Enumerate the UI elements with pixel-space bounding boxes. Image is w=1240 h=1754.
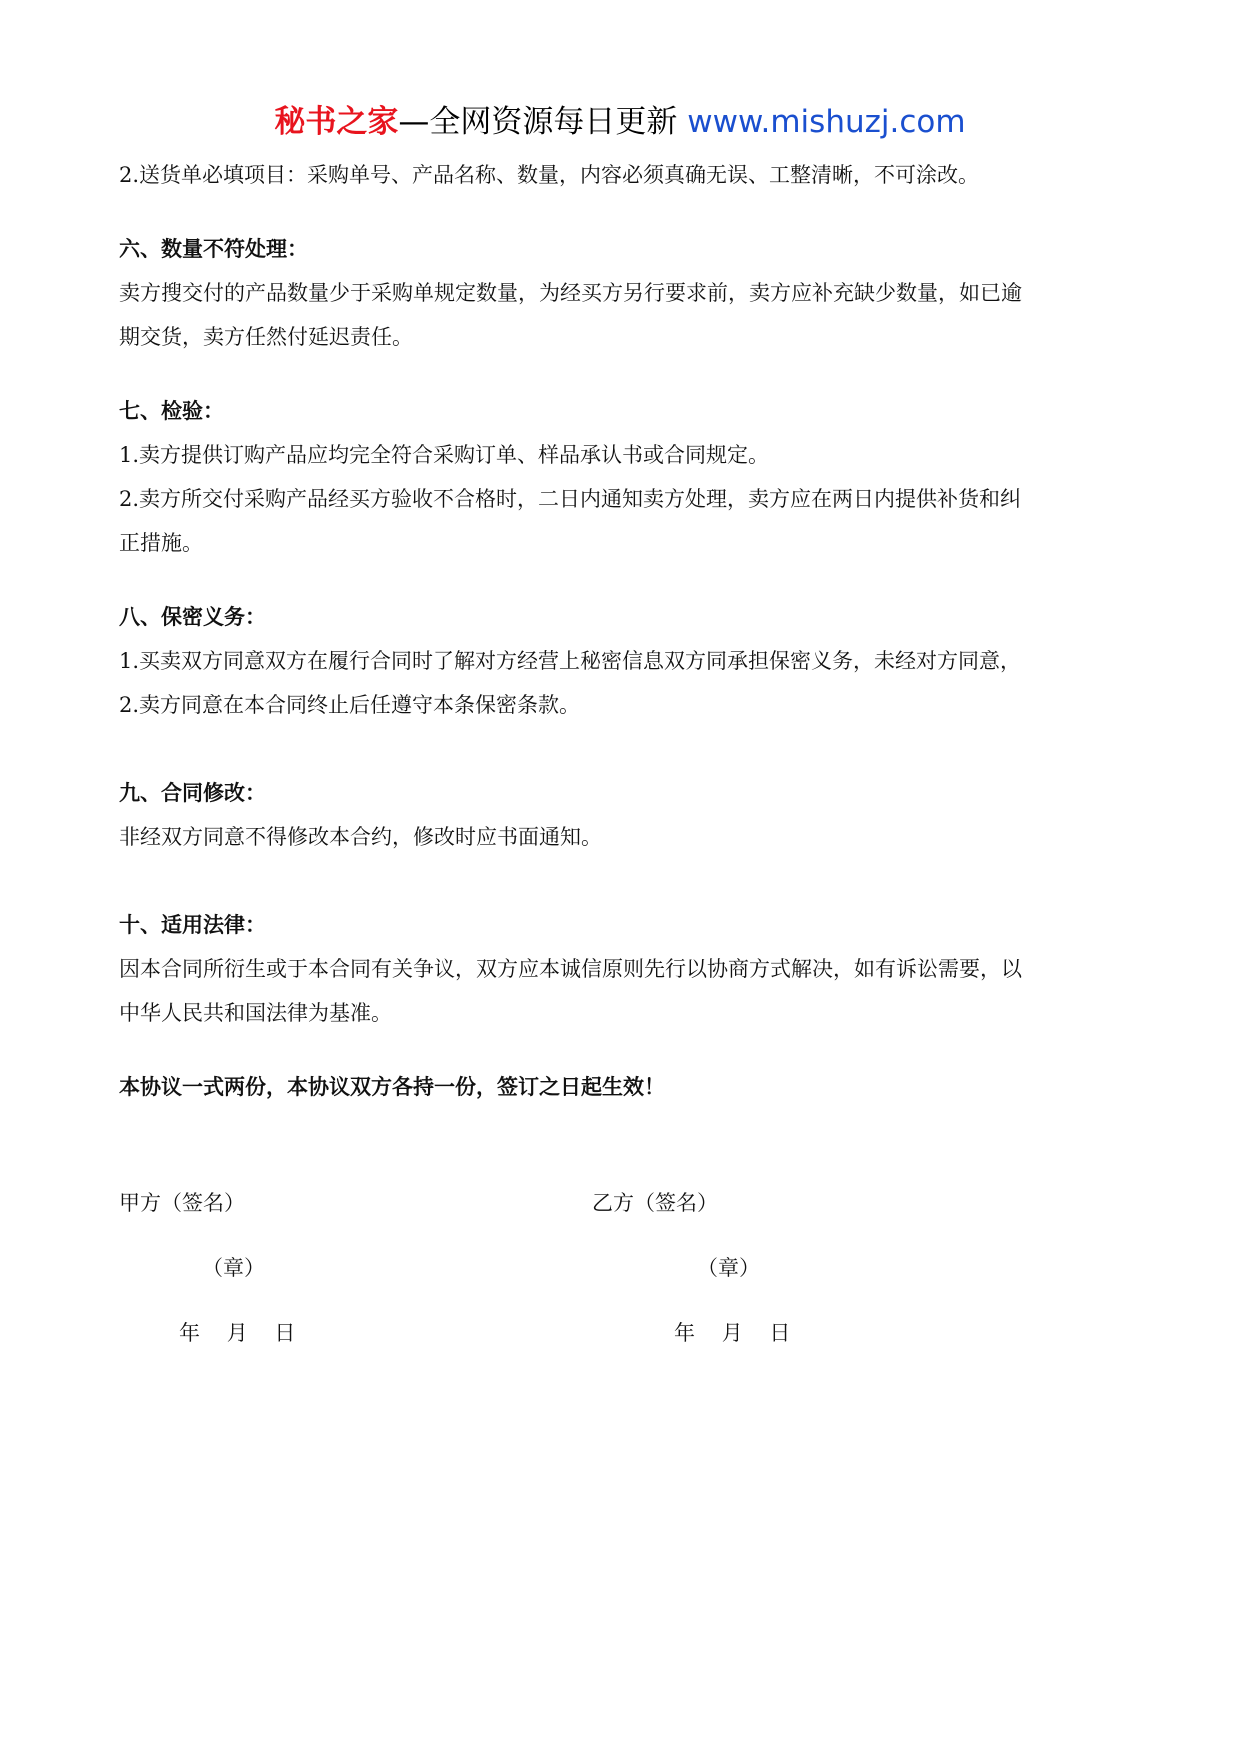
party-a-seal: （章） <box>202 1256 265 1280</box>
party-b-date: 年 月 日 <box>674 1321 791 1345</box>
section-7-line-1: 1.卖方提供订购产品应均完全符合采购订单、样品承认书或合同规定。 <box>119 443 770 467</box>
document-body <box>119 153 1121 1109</box>
section-10-line-1: 因本合同所衍生或于本合同有关争议，双方应本诚信原则先行以协商方式解决，如有诉讼需要，以 <box>119 957 1022 981</box>
closing-statement: 本协议一式两份，本协议双方各持一份，签订之日起生效！ <box>119 1075 665 1099</box>
party-a-date: 年 月 日 <box>179 1321 296 1345</box>
party-b-seal: （章） <box>697 1256 760 1280</box>
section-9-heading: 九、合同修改： <box>119 781 266 805</box>
section-6-heading: 六、数量不符处理： <box>119 237 308 261</box>
section-8-line-2: 2.卖方同意在本合同终止后任遵守本条保密条款。 <box>119 693 581 717</box>
watermark-banner <box>0 100 1240 144</box>
party-a-label: 甲方（签名） <box>119 1191 245 1215</box>
section-6-line-2: 期交货，卖方任然付延迟责任。 <box>119 325 413 349</box>
section-7-heading: 七、检验： <box>119 399 224 423</box>
section-9-line-1: 非经双方同意不得修改本合约，修改时应书面通知。 <box>119 825 602 849</box>
banner-slogan: —全网资源每日更新 <box>398 104 678 140</box>
section-8-heading: 八、保密义务： <box>119 605 266 629</box>
section-8-line-1: 1.买卖双方同意双方在履行合同时了解对方经营上秘密信息双方同承担保密义务，未经对方同意， <box>119 649 1022 673</box>
delivery-item-2: 2.送货单必填项目：采购单号、产品名称、数量，内容必须真确无误、工整清晰，不可涂改。 <box>119 163 980 187</box>
section-6-line-1: 卖方搜交付的产品数量少于采购单规定数量，为经买方另行要求前，卖方应补充缺少数量，如已逾 <box>119 281 1022 305</box>
section-10-line-2: 中华人民共和国法律为基准。 <box>119 1001 392 1025</box>
banner-brand: 秘书之家 <box>274 104 399 140</box>
party-b-label: 乙方（签名） <box>592 1191 718 1215</box>
section-10-heading: 十、适用法律： <box>119 913 266 937</box>
section-7-line-3: 正措施。 <box>119 531 203 555</box>
section-7-line-2: 2.卖方所交付采购产品经买方验收不合格时，二日内通知卖方处理，卖方应在两日内提供补货和纠 <box>119 487 1022 511</box>
banner-url: www.mishuzj.com <box>687 104 966 140</box>
